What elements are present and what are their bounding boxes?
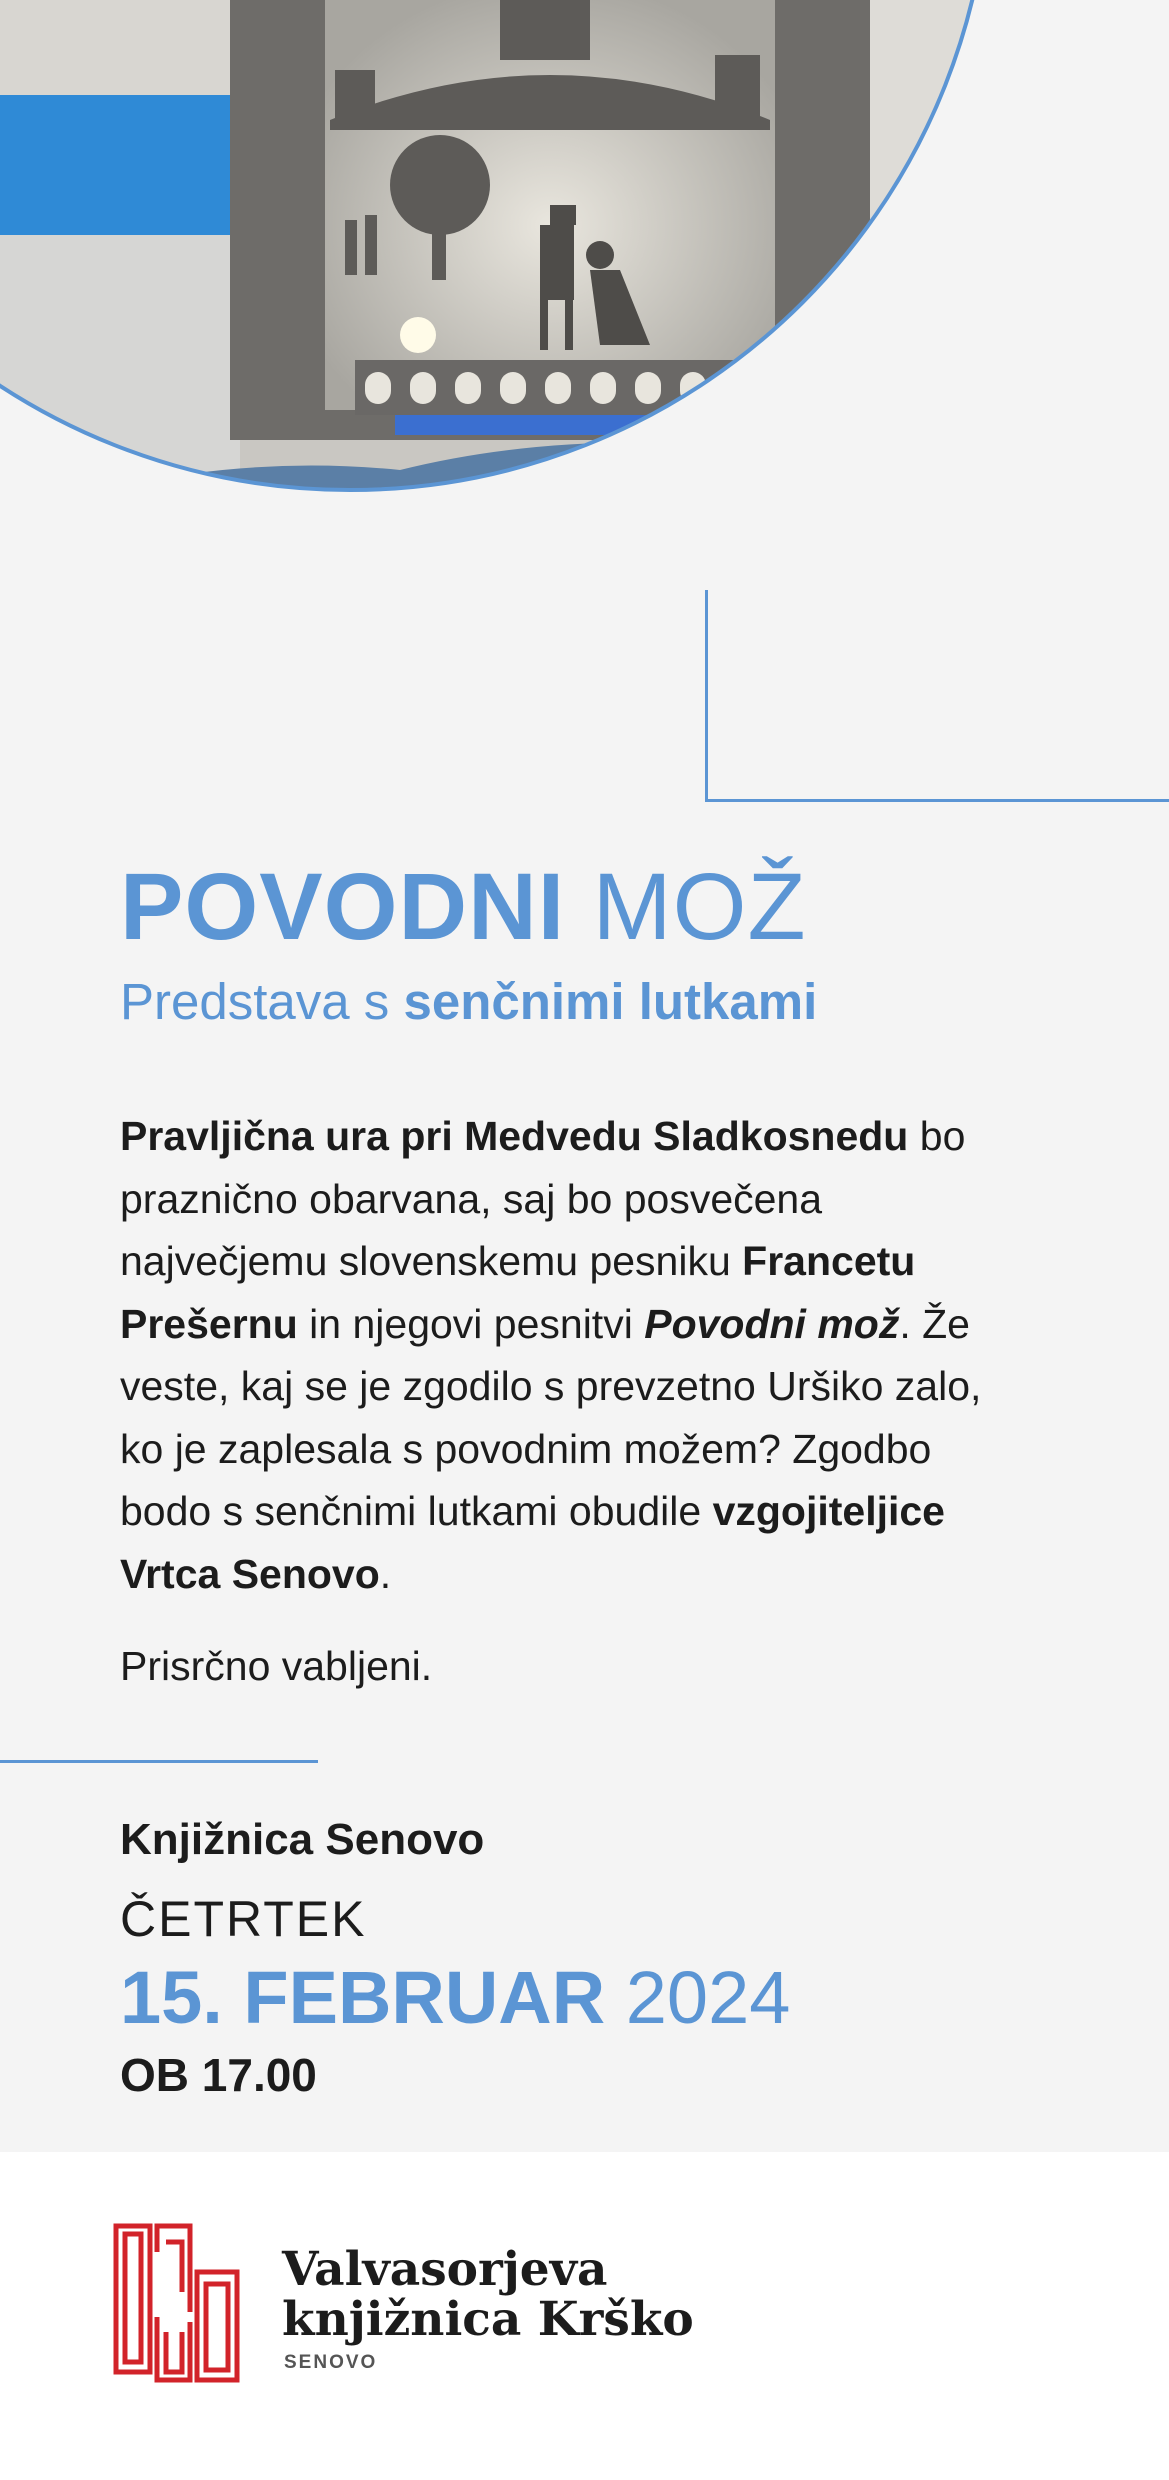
description [120, 1105, 1020, 1605]
logo-text-line1: Valvasorjeva [282, 2242, 608, 2297]
date-bold: 15. FEBRUAR [120, 1956, 606, 2039]
body-bold-1: Pravljična ura pri Medvedu Sladkosnedu [120, 1113, 909, 1159]
decorative-line-left [0, 1760, 318, 1763]
body-text-2: in njegovi pesnitvi [309, 1300, 633, 1347]
subtitle-bold: senčnimi lutkami [403, 973, 818, 1030]
body-text-3: . Že veste, kaj se je zgodilo s prevzetno Uršiko zalo, ko je zaplesala s povodnim možem? Zgodbo bodo s senčnimi lutkami obudile [120, 1300, 982, 1534]
body-bold-3: vzgojiteljice Vrtca Senovo [120, 1488, 945, 1597]
footer [0, 2152, 1169, 2480]
logo-text-line2: knjižnica Krško [282, 2292, 694, 2347]
subtitle-prefix: Predstava s [120, 973, 390, 1030]
event-date [120, 1955, 790, 2040]
body-bold-2: Francetu Prešernu [120, 1238, 916, 1347]
date-year: 2024 [625, 1956, 791, 2039]
title-bold: POVODNI [120, 854, 566, 960]
decorative-line-vertical [705, 590, 708, 802]
header-photo [0, 0, 1169, 800]
event-time: OB 17.00 [120, 2049, 317, 2101]
library-logo-icon [112, 2222, 242, 2384]
body-text-4: . [379, 1550, 392, 1597]
title-light: MOŽ [592, 854, 807, 960]
weekday: ČETRTEK [120, 1891, 367, 1947]
invite-text: Prisrčno vabljeni. [120, 1643, 433, 1689]
logo-subtitle: SENOVO [284, 2352, 378, 2373]
venue: Knjižnica Senovo [120, 1815, 485, 1864]
page-title [120, 854, 807, 960]
body-italic-title: Povodni mož [644, 1300, 900, 1347]
decorative-line-top-right [705, 799, 1169, 802]
body-text-1: bo praznično obarvana, saj bo posvečena največjemu slovenskemu pesniku [120, 1113, 966, 1284]
subtitle [120, 972, 817, 1031]
